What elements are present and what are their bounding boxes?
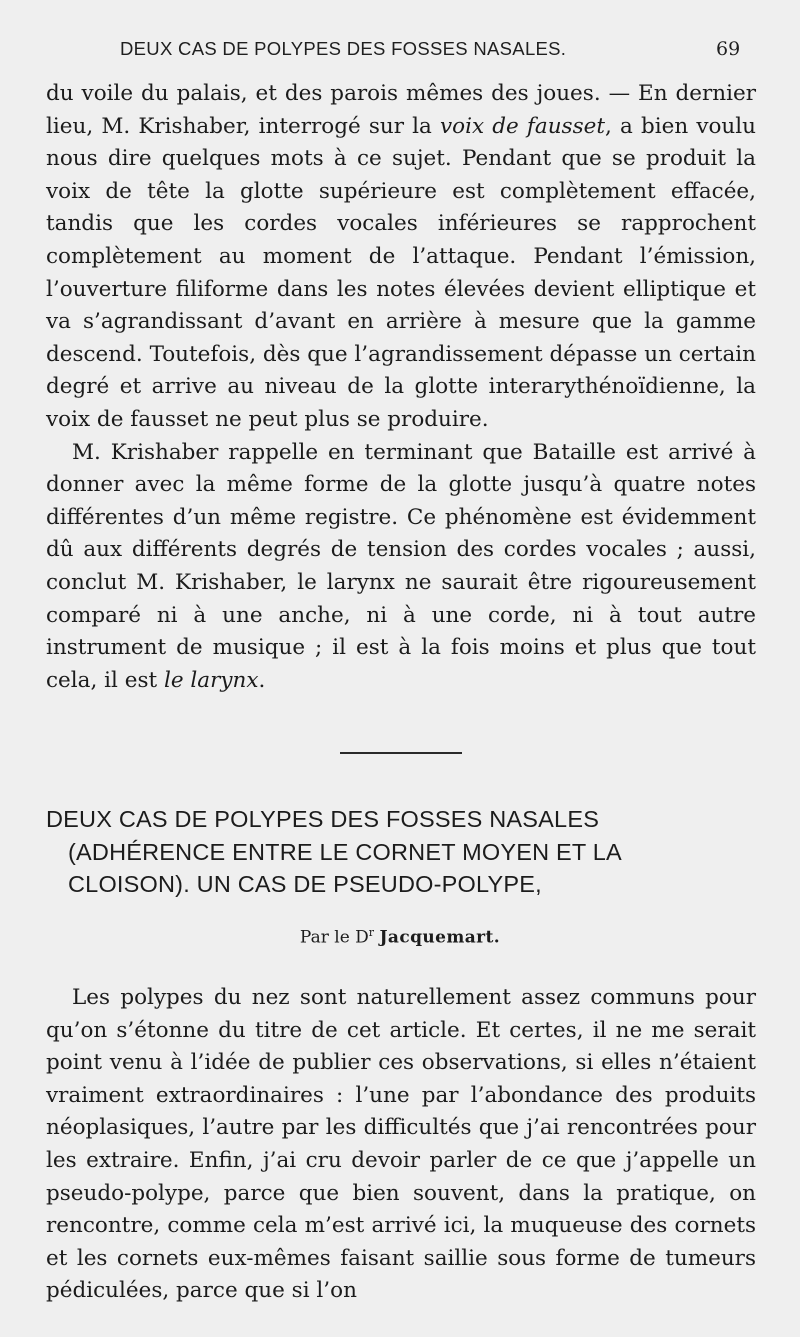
paragraph-text: M. Krishaber rappelle en terminant que Bataille est arrivé à donner avec la même forme de la glotte jusqu’à quatre notes différentes d’un même registre. Ce phénomène est évidemment dû aux différents degrés de tension des cordes vocales ; aussi, conclut M. Krishaber, le larynx ne saurait être rigoureusement comparé ni à une anche, ni à une corde, ni à tout autre instrument de musique ; il est à la fois moins et plus que tout cela, il est [46,439,756,693]
paragraph-text: . [258,667,266,693]
paragraph-polypes-du-nez: Les polypes du nez sont naturellement assez communs pour qu’on s’étonne du titre de cet article. Et certes, il ne me serait point venu à l’idée de publier ces observations, si elles n’étaient vraiment extraordinaires : l’une par l’abondance des produits néoplasiques, l’autre par les difficultés que j’ai rencontrées pour les extraire. Enfin, j’ai cru devoir parler de ce que j’appelle un pseudo-polype, parce que bien souvent, dans la pratique, on rencontre, comme cela m’est arrivé ici, la muqueuse des cornets et les cornets eux-mêmes faisant saillie sous forme de tumeurs pédiculées, parce que si l’on [46,985,756,1304]
paragraph-bataille [46,437,756,698]
article-text-block [46,982,756,1308]
paragraph-voix-de-fausset [46,78,756,437]
byline [0,926,800,948]
italic-term: voix de fausset [440,113,605,139]
continued-text-block [46,78,756,697]
italic-term: le larynx [163,667,259,693]
paragraph-text: du voile du palais, et des parois mêmes des joues. — En dernier lieu, M. Krishaber, interrogé sur la [46,81,756,139]
running-head: DEUX CAS DE POLYPES DES FOSSES NASALES. [120,38,567,59]
page-number: 69 [716,38,741,60]
section-divider [340,752,462,754]
title-line: DEUX CAS DE POLYPES DES FOSSES NASALES [46,806,600,832]
paragraph-text: , a bien voulu nous dire quelques mots à ce sujet. Pendant que se produit la voix de tête la glotte supérieure est complètement effacée, tandis que les cordes vocales inférieures se rapprochent complètement au moment de l’attaque. Pendant l’émission, l’ouverture filiforme dans les notes élevées devient elliptique et va s’agrandissant d’avant en arrière à mesure que la gamme descend. Toutefois, dès que l’agrandissement dépasse un certain degré et arrive au niveau de la glotte interarythénoïdienne, la voix de fausset ne peut plus se produire. [46,113,756,432]
author-name: Jacquemart. [379,927,501,948]
article-title [46,803,756,901]
byline-superscript: r [368,926,375,939]
title-line: (ADHÉRENCE ENTRE LE CORNET MOYEN ET LA [68,838,622,865]
byline-prefix: Par le D [299,927,369,948]
title-line: CLOISON). UN CAS DE PSEUDO-POLYPE, [68,871,542,897]
